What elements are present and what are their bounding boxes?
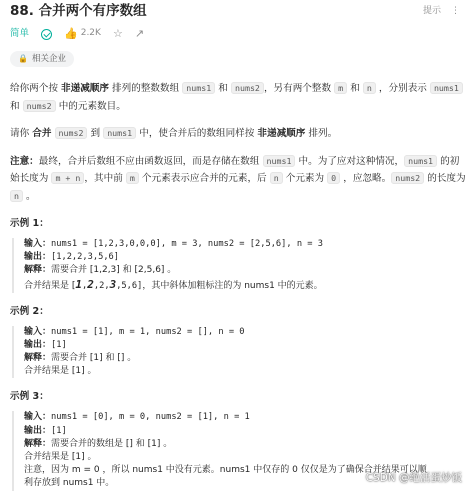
example-output-line (24, 251, 466, 264)
example-1-title: 示例 1： (10, 218, 49, 229)
description-paragraph-1 (10, 80, 466, 115)
note-text: 利存放到 nums1 中。 (24, 478, 115, 489)
input-value: nums1 = [1], m = 1, nums2 = [], n = 0 (51, 326, 245, 337)
result-part: ,5,6] (116, 280, 143, 291)
text: 最终，合并后数组不应由函数返回，而是存储在数组 (38, 155, 263, 167)
inline-code: m (334, 82, 347, 94)
inline-code: n (363, 82, 376, 94)
example-input-line (24, 411, 466, 424)
inline-code: nums2 (55, 127, 88, 139)
example-result-line (24, 451, 466, 464)
input-value: nums1 = [0], m = 0, nums2 = [1], n = 1 (51, 412, 250, 423)
result-value: 合并结果是 [1] 。 (24, 451, 97, 462)
thumbs-up-icon: 👍 (64, 27, 78, 41)
bold-text: 非递减顺序 (61, 83, 109, 94)
text: 个元素为 (282, 173, 328, 184)
text: 请你 (10, 128, 33, 139)
output-label: 输出： (24, 425, 52, 436)
inline-code: nums1 (430, 82, 463, 94)
bold-text: 合并 (32, 128, 52, 139)
inline-code: nums1 (103, 127, 136, 139)
text: 排列的整数数组 (109, 83, 183, 94)
text: 中，使合并后的数组同样按 (136, 128, 258, 139)
title-row (10, 0, 466, 24)
text: 和 (347, 83, 363, 94)
text: 的长度为 (424, 173, 466, 184)
text: 个元素表示应合并的元素，后 (138, 173, 270, 184)
example-2-title: 示例 2： (10, 305, 49, 317)
note-text: 注意，因为 m = 0 ，所以 nums1 中没有元素。nums1 中仅存的 0 仅仅是为了确保合并结果可以顺 (24, 465, 427, 476)
tag-row (10, 48, 466, 70)
inline-code: m (126, 172, 139, 184)
solved-check-icon (41, 29, 52, 40)
output-label: 输出： (24, 339, 52, 350)
output-value: [1,2,2,3,5,6] (51, 252, 120, 263)
input-value: nums1 = [1,2,3,0,0,0], m = 3, nums2 = [2,5,6], n = 3 (51, 238, 323, 249)
inline-code: nums2 (231, 82, 264, 94)
text: 中的元素数目。 (55, 100, 126, 112)
lock-icon: 🔒 (18, 54, 28, 64)
example-result-line (24, 278, 466, 293)
explain-value: 需要合并的数组是 [] 和 [1] 。 (51, 438, 173, 449)
example-input-line (24, 326, 466, 339)
inline-code: 0 (327, 172, 340, 184)
highlighted-element: 1 (75, 277, 82, 291)
example-result-line (24, 365, 466, 378)
result-prefix: 合并结果是 [ (24, 280, 76, 291)
explain-value: 需要合并 [1] 和 [] 。 (51, 353, 137, 364)
explain-value: 需要合并 [1,2,3] 和 [2,5,6] 。 (51, 265, 177, 276)
example-explain-line (24, 264, 466, 277)
star-icon[interactable]: ☆ (112, 27, 123, 41)
problem-panel (10, 0, 466, 491)
output-value: [1] (51, 339, 67, 350)
inline-code: n (10, 190, 23, 202)
result-part: ,2, (93, 280, 110, 291)
inline-code: nums2 (23, 100, 56, 112)
watermark: CSDN @绝活蛋炒饭 (365, 471, 462, 484)
text: 和 (10, 100, 23, 112)
text: 。 (23, 190, 36, 202)
text: 的初始长度为 (10, 155, 460, 184)
inline-code: nums2 (391, 172, 424, 184)
more-icon[interactable]: ⋮ (451, 6, 460, 17)
explain-label: 解释： (24, 265, 52, 276)
text: 到 (87, 128, 104, 139)
input-label: 输入： (24, 326, 52, 337)
description-paragraph-2 (10, 125, 466, 143)
like-count: 2.2K (80, 28, 101, 39)
example-1-block (12, 238, 466, 293)
inline-code: nums1 (263, 155, 296, 167)
like-button[interactable] (64, 26, 101, 42)
example-output-line (24, 425, 466, 438)
description-paragraph-3 (10, 153, 466, 206)
result-part: , (82, 280, 88, 291)
example-2-block (12, 326, 466, 379)
example-output-line (24, 339, 466, 352)
difficulty-badge: 简单 (10, 28, 30, 40)
example-3-title: 示例 3： (10, 391, 49, 403)
example-explain-line (24, 438, 466, 451)
company-tag[interactable] (10, 51, 74, 67)
problem-title: 88. 合并两个有序数组 (10, 3, 147, 20)
inline-code: n (270, 172, 283, 184)
text: ，应忽略。 (340, 173, 392, 184)
highlighted-element: 2 (87, 277, 94, 291)
input-label: 输入： (24, 412, 52, 423)
explain-label: 解释： (24, 438, 52, 449)
result-value: 合并结果是 [1] 。 (24, 366, 97, 377)
output-value: [1] (51, 425, 67, 436)
output-label: 输出： (24, 252, 52, 263)
example-input-line (24, 238, 466, 251)
inline-code: m + n (51, 172, 84, 184)
hint-area (423, 5, 466, 18)
bold-text: 非递减顺序 (257, 128, 306, 139)
text: ，其中前 (84, 173, 126, 184)
note-label: 注意： (10, 155, 39, 167)
text: 和 (215, 83, 231, 94)
inline-code: nums1 (182, 82, 215, 94)
text: 给你两个按 (10, 83, 62, 94)
meta-row (10, 24, 466, 44)
text: 中。为了应对这种情况， (295, 155, 405, 167)
text: 排列。 (305, 128, 338, 139)
result-suffix: ，其中斜体加粗标注的为 nums1 中的元素。 (142, 280, 323, 291)
highlighted-element: 3 (109, 277, 117, 291)
explain-label: 解释： (24, 353, 52, 364)
input-label: 输入： (24, 238, 52, 249)
hint-link[interactable]: 提示 (422, 6, 441, 17)
share-icon[interactable]: ↗ (134, 27, 145, 41)
company-tag-label: 相关企业 (31, 53, 66, 64)
text: ，分别表示 (375, 83, 430, 94)
inline-code: nums1 (404, 155, 437, 167)
text: ，另有两个整数 (263, 83, 335, 94)
example-explain-line (24, 352, 466, 365)
